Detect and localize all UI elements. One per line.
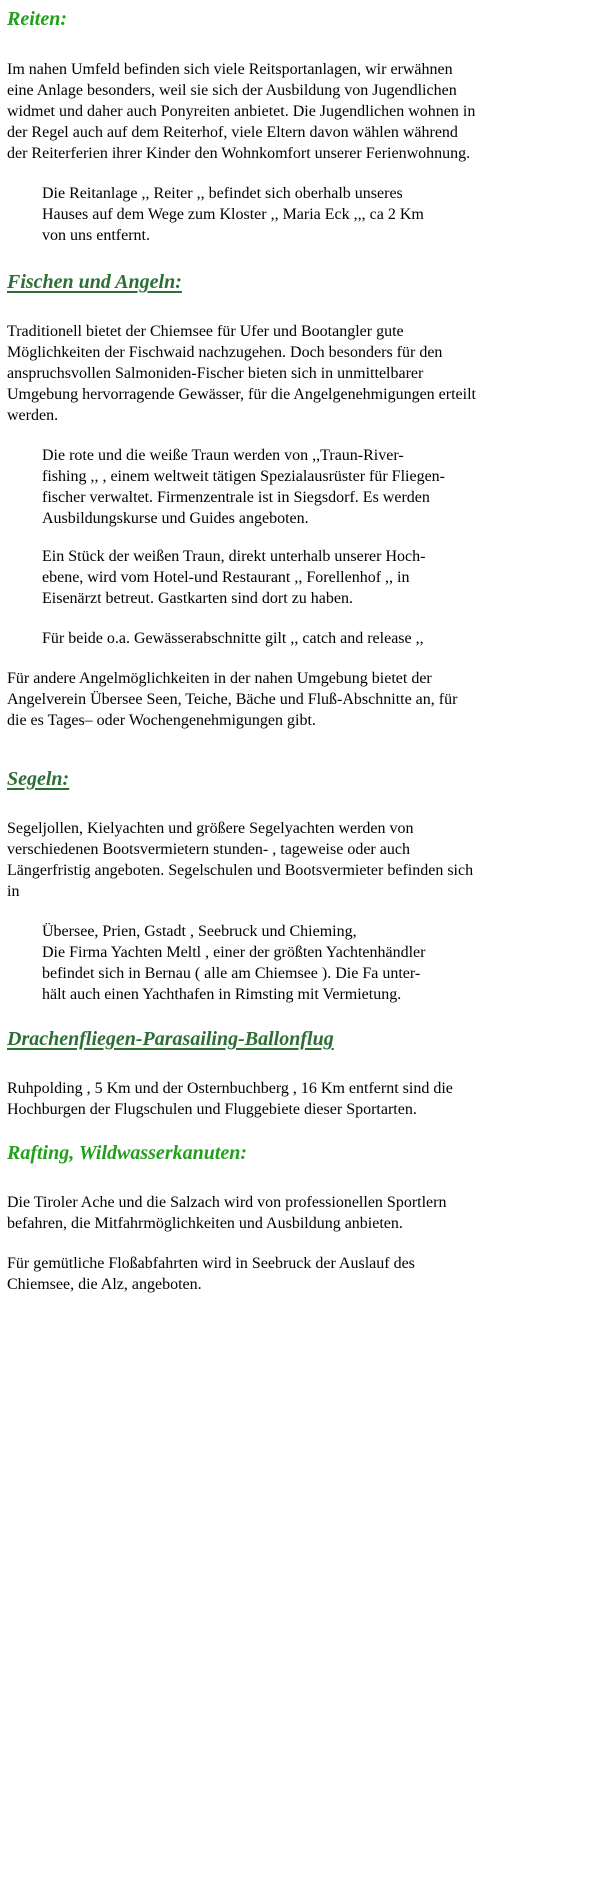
segeln-indented-line: Übersee, Prien, Gstadt , Seebruck und Chieming, xyxy=(42,923,357,940)
segeln-indented-line: befindet sich in Bernau ( alle am Chiemsee ). Die Fa unter- xyxy=(42,965,421,982)
segeln-indented-line: Die Firma Yachten Meltl , einer der größten Yachtenhändler xyxy=(42,944,426,961)
heading-reiten: Reiten: xyxy=(7,8,67,30)
heading-fischen-angeln: Fischen und Angeln: xyxy=(7,271,182,293)
fischen-text-line: Möglichkeiten der Fischwaid nachzugehen. Doch besonders für den xyxy=(7,344,443,361)
rafting-text-line: Chiemsee, die Alz, angeboten. xyxy=(7,1276,202,1293)
reiten-indented-line: Hauses auf dem Wege zum Kloster ,, Maria Eck ,,, ca 2 Km xyxy=(42,206,424,223)
fischen-text-line: werden. xyxy=(7,407,59,424)
reiten-text-line: der Regel auch auf dem Reiterhof, viele Eltern davon wählen während xyxy=(7,124,458,141)
fischen-indented-line: Die rote und die weiße Traun werden von ,,Traun-River- xyxy=(42,447,404,464)
drachen-text-line: Ruhpolding , 5 Km und der Osternbuchberg , 16 Km entfernt sind die xyxy=(7,1080,453,1097)
fischen-indented-line: fishing ,, , einem weltweit tätigen Spezialausrüster für Fliegen- xyxy=(42,468,445,485)
reiten-text-line: der Reiterferien ihrer Kinder den Wohnkomfort unserer Ferienwohnung. xyxy=(7,145,471,162)
rafting-text-line: Für gemütliche Floßabfahrten wird in Seebruck der Auslauf des xyxy=(7,1255,415,1272)
segeln-text-line: in xyxy=(7,883,20,900)
fischen-indented-line: ebene, wird vom Hotel-und Restaurant ,, Forellenhof ,, in xyxy=(42,569,410,586)
rafting-text-line: Die Tiroler Ache und die Salzach wird von professionellen Sportlern xyxy=(7,1194,447,1211)
reiten-indented-line: Die Reitanlage ,, Reiter ,, befindet sich oberhalb unseres xyxy=(42,185,403,202)
segeln-text-line: Segeljollen, Kielyachten und größere Segelyachten werden von xyxy=(7,820,414,837)
segeln-indented-line: hält auch einen Yachthafen in Rimsting mit Vermietung. xyxy=(42,986,402,1003)
heading-drachenfliegen: Drachenfliegen-Parasailing-Ballonflug xyxy=(7,1028,334,1050)
fischen-indented-line: Für beide o.a. Gewässerabschnitte gilt ,, catch and release ,, xyxy=(42,630,424,647)
heading-segeln: Segeln: xyxy=(7,768,70,790)
fischen-text-line: Angelverein Übersee Seen, Teiche, Bäche und Fluß-Abschnitte an, für xyxy=(7,691,458,708)
fischen-text-line: die es Tages– oder Wochengenehmigungen gibt. xyxy=(7,712,316,729)
reiten-indented-line: von uns entfernt. xyxy=(42,227,150,244)
segeln-text-line: Längerfristig angeboten. Segelschulen und Bootsvermieter befinden sich xyxy=(7,862,474,879)
fischen-text-line: anspruchsvollen Salmoniden-Fischer bieten sich in unmittelbarer xyxy=(7,365,424,382)
fischen-text-line: Umgebung hervorragende Gewässer, für die Angelgenehmigungen erteilt xyxy=(7,386,476,403)
rafting-text-line: befahren, die Mitfahrmöglichkeiten und Ausbildung anbieten. xyxy=(7,1215,403,1232)
segeln-text-line: verschiedenen Bootsvermietern stunden- , tageweise oder auch xyxy=(7,841,410,858)
fischen-indented-line: Ein Stück der weißen Traun, direkt unterhalb unserer Hoch- xyxy=(42,548,426,565)
fischen-text-line: Traditionell bietet der Chiemsee für Ufer und Bootangler gute xyxy=(7,323,404,340)
drachen-text-line: Hochburgen der Flugschulen und Fluggebiete dieser Sportarten. xyxy=(7,1101,417,1118)
reiten-text-line: eine Anlage besonders, weil sie sich der Ausbildung von Jugendlichen xyxy=(7,82,457,99)
fischen-text-line: Für andere Angelmöglichkeiten in der nahen Umgebung bietet der xyxy=(7,670,432,687)
reiten-text-line: Im nahen Umfeld befinden sich viele Reitsportanlagen, wir erwähnen xyxy=(7,61,453,78)
fischen-indented-line: Eisenärzt betreut. Gastkarten sind dort zu haben. xyxy=(42,590,353,607)
fischen-indented-line: Ausbildungskurse und Guides angeboten. xyxy=(42,510,309,527)
heading-rafting: Rafting, Wildwasserkanuten: xyxy=(7,1142,248,1164)
fischen-indented-line: fischer verwaltet. Firmenzentrale ist in Siegsdorf. Es werden xyxy=(42,489,430,506)
reiten-text-line: widmet und daher auch Ponyreiten anbietet. Die Jugendlichen wohnen in xyxy=(7,103,476,120)
